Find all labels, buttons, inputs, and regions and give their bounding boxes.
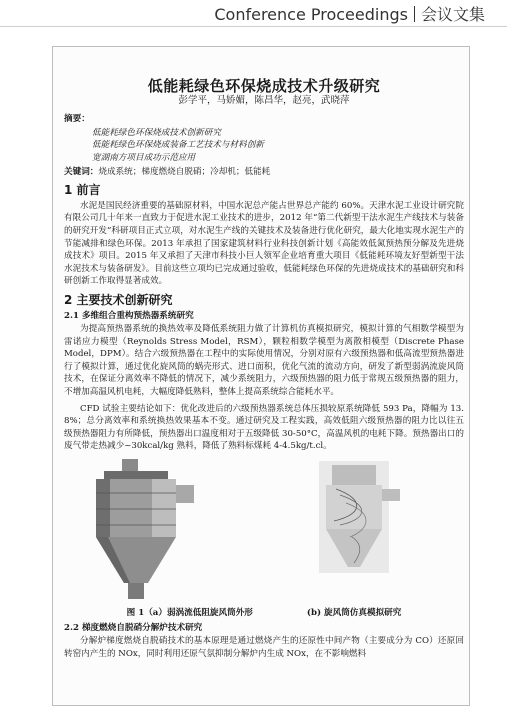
abstract-item: 宽湖南方项目成功示范应用 [92,152,196,163]
section-2-1-paragraph-2: CFD 试验主要结论如下：优化改进后的六级预热器系统总体压损较原系统降低 593 Pa，降幅为 13. 8%；总分离效率和系统换热效果基本不变。通过研究及工程实践，高效低阻六级预热器的阻力比以往五级预热器阻力有所降低，预热器出口温度相对于五级降低 30-50°C，高温风机的电耗下降。预热器出口的废气带走热减少~30kcal/kg 熟料，降低了熟料标煤耗 4-4.5kg/t.cl。 [64,403,464,452]
abstract-item: 低能耗绿色环保烧成技术创新研究 [92,127,221,138]
paper-authors: 彭学平，马娇媚，陈昌华，赵亮，武晓萍 [178,94,350,106]
keywords-text: 烧成系统；梯度燃烧自脱硝；冷却机；低能耗 [98,166,271,177]
figure-caption-a: 图 1（a）弱涡流低阻旋风筒外形 [126,608,253,619]
cyclone-simulation-image [319,461,400,573]
header-title [214,2,485,25]
section-1-paragraph: 水泥是国民经济重要的基础原材料，中国水泥总产能占世界总产能约 60%。天津水泥工业设计研究院有限公司几十年来一直致力于促进水泥工业技术的进步，2012 年“第二代新型干法水泥生产线技术与装备的研究开发”科研项目正式立项，对水泥生产线的关键技术及装备进行优化研究，最大化地实现水泥生产的节能减排和绿色环保。2013 年承担了国家建筑材料行业科技创新计划《高能效低氮预热预分解及先进烧成技术》项目。2015 年又承担了天津市科技小巨人领军企业培育重大项目《低能耗环境友好型新型干法水泥技术与装备研发》。目前这些立项均已完成通过验收，低能耗绿色环保的先进烧成技术的基础研究和科研创新工作取得显著成效。 [64,200,464,287]
keywords-line [64,166,464,179]
section-2-heading: 2 主要技术创新研究 [64,292,173,307]
header-divider [414,6,415,22]
figure-1-image [64,459,464,605]
section-2-2-heading: 2.2 梯度燃烧自脱硝分解炉技术研究 [64,622,203,633]
section-1-heading: 1 前言 [64,183,101,198]
figure-1-caption [64,607,464,620]
keywords-label: 关键词： [64,166,99,177]
paper-content [64,77,464,660]
section-2-2-paragraph: 分解炉梯度燃烧自脱硝技术的基本原理是通过燃烧产生的还原性中间产物（主要成分为 CO）还原回转窑内产生的 NOx，同时利用还原气氛抑制分解炉内生成 NOx，在不影响燃料 [64,636,464,659]
figure-1 [64,459,464,605]
page-header [0,0,507,27]
header-right-text: 会议文集 [420,5,485,24]
header-left-text: Conference Proceedings [214,5,408,24]
figure-caption-b: (b) 旋风筒仿真模拟研究 [306,608,402,619]
cyclone-exterior-image [96,459,194,599]
paper-title: 低能耗绿色环保烧成技术升级研究 [147,77,381,95]
section-2-1-heading: 2.1 多维组合重构预热器系统研究 [64,310,194,321]
abstract-label: 摘要： [64,114,90,125]
abstract-item: 低能耗绿色环保烧成装备工艺技术与材料创新 [92,140,264,151]
section-2-1-paragraph-1: 为提高预热器系统的换热效率及降低系统阻力做了计算机仿真模拟研究，模拟计算的气相数学模型为雷诺应力模型（Reynolds Stress Model，RSM），颗粒相数学模型为离散相模型（Discrete Phase Model，DPM）。结合六级预热器在工程中的实际使用情况，分别对原有六级预热器和低高流型预热器进行了模拟计算，通过优化旋风筒的蜗壳形式、进口面积，优化气流的流动方向，研发了新型弱涡流旋风筒技术，在保证分离效率不降低的情况下，减少系统阻力，六级预热器的阻力低于常规五级预热器的阻力，不增加高温风机电耗，大幅度降低熟料，整体上提高系统综合能耗水平。 [64,324,464,398]
